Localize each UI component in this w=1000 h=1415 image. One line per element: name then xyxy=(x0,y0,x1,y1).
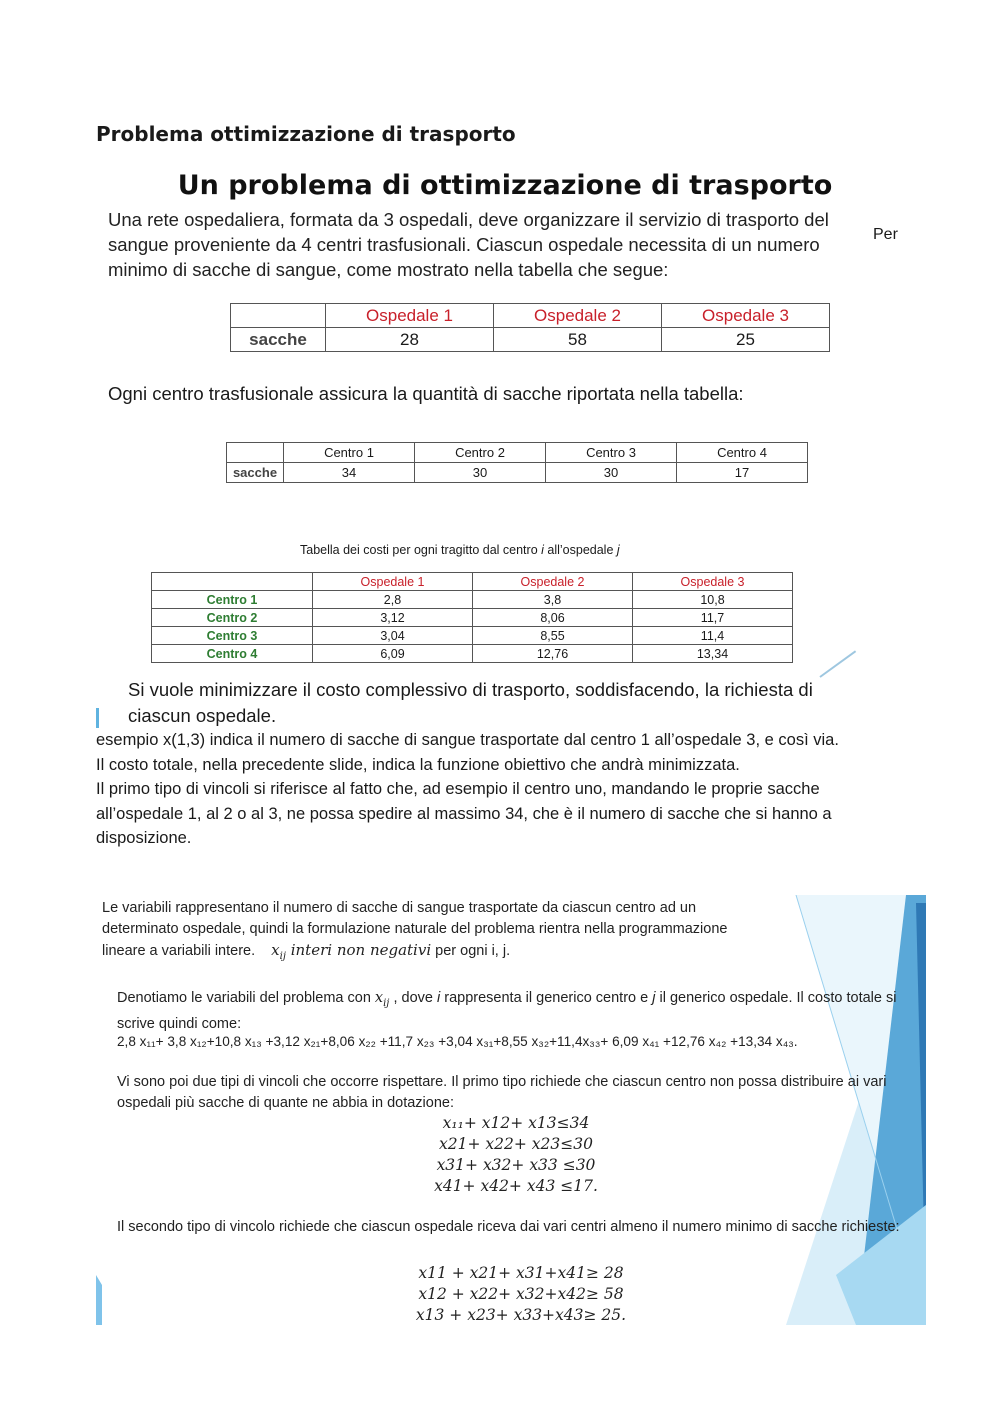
math-var: i xyxy=(436,990,441,1006)
page-heading: Problema ottimizzazione di trasporto xyxy=(96,122,516,146)
slide-2 xyxy=(96,895,926,1325)
paragraph: esempio x(1,3) indica il numero di sacche di sangue trasportate dal centro 1 all’ospedale 3, e così via. xyxy=(96,731,839,749)
table-header: Centro 4 xyxy=(677,443,808,463)
table-cell: 8,06 xyxy=(473,609,633,627)
slide-intro-text: Una rete ospedaliera, formata da 3 ospedali, deve organizzare il servizio di trasporto del sangue proveniente da 4 centri trasfusionali. Ciascun ospedale necessita di un numero minimo di sacche di sangue, come mostrato nella tabella che segue: xyxy=(108,209,829,280)
math-sub: ij xyxy=(279,951,286,962)
table-header: Ospedale 1 xyxy=(326,304,494,328)
slide-title: Un problema di ottimizzazione di trasporto xyxy=(177,170,833,201)
center-supply-table xyxy=(226,442,808,483)
paragraph-text: , dove xyxy=(389,990,437,1006)
table-cell: 3,04 xyxy=(313,627,473,645)
paragraph-text: il generico ospedale. Il costo totale si scrive quindi come: xyxy=(117,990,897,1032)
table-cell: 13,34 xyxy=(633,645,793,663)
row-label: Centro 3 xyxy=(152,627,313,645)
table-header: Ospedale 3 xyxy=(633,573,793,591)
table-header: Centro 1 xyxy=(284,443,415,463)
paragraph: Il costo totale, nella precedente slide, indica la funzione obiettivo che andrà minimizzata. xyxy=(96,755,740,774)
table-header: Ospedale 2 xyxy=(473,573,633,591)
table-cell: 30 xyxy=(415,463,546,483)
slide2-paragraph-1 xyxy=(102,898,762,967)
constraint: x12 + x22+ x32+x42≥ 58 xyxy=(418,1285,624,1303)
table-cell: 30 xyxy=(546,463,677,483)
row-label: sacche xyxy=(227,463,284,483)
table-cell: 3,8 xyxy=(473,591,633,609)
math-var: x xyxy=(271,941,280,959)
cost-table-caption xyxy=(300,543,620,557)
paragraph-text: per ogni i, j. xyxy=(431,943,511,959)
table-cell: 25 xyxy=(662,328,830,352)
constraint: x₁₁+ x12+ x13≤34 xyxy=(442,1114,590,1132)
table-cell: 17 xyxy=(677,463,808,483)
table-cell: 2,8 xyxy=(313,591,473,609)
table-row xyxy=(152,627,793,645)
row-label: Centro 4 xyxy=(152,645,313,663)
table-cell: 3,12 xyxy=(313,609,473,627)
table-cell: 8,55 xyxy=(473,627,633,645)
caption-text: all’ospedale xyxy=(543,543,617,557)
table-header: Ospedale 3 xyxy=(662,304,830,328)
hospital-demand-table xyxy=(230,303,830,352)
slide2-paragraph-4: Il secondo tipo di vincolo richiede che ciascun ospedale riceva dai vari centri almeno il numero minimo di sacche richieste: xyxy=(117,1219,900,1235)
cost-table xyxy=(151,572,793,663)
table-cell: 10,8 xyxy=(633,591,793,609)
table-row xyxy=(152,609,793,627)
table-cell: 12,76 xyxy=(473,645,633,663)
table-header: Ospedale 2 xyxy=(494,304,662,328)
table-row xyxy=(152,591,793,609)
slide2-paragraph-3: Vi sono poi due tipi di vincoli che occorre rispettare. Il primo tipo richiede che ciascun centro non possa distribuire ai vari ospedali più sacche di quante ne abbia in dotazione: xyxy=(117,1074,887,1111)
centers-intro-text: Ogni centro trasfusionale assicura la quantità di sacche riportata nella tabella: xyxy=(108,383,744,404)
row-label: Centro 2 xyxy=(152,609,313,627)
decorative-bar xyxy=(96,708,99,728)
demand-constraints xyxy=(396,1263,646,1325)
constraint: x41+ x42+ x43 ≤17. xyxy=(434,1177,598,1195)
cost-formula: 2,8 x₁₁+ 3,8 x₁₂+10,8 x₁₃ +3,12 x₂₁+8,06 x₂₂ +11,7 x₂₃ +3,04 x₃₁+8,55 x₃₂+11,4x₃₃+ 6,09 x₄₁ +12,76 x₄₂ +13,34 x₄₃. xyxy=(117,1034,798,1049)
paragraph-text: Denotiamo le variabili del problema con xyxy=(117,990,375,1006)
constraint: x11 + x21+ x31+x41≥ 28 xyxy=(418,1264,624,1282)
math-var: j xyxy=(652,990,656,1006)
constraint: x31+ x32+ x33 ≤30 xyxy=(436,1156,596,1174)
caption-text: Tabella dei costi per ogni tragitto dal centro xyxy=(300,543,542,557)
decorative-line xyxy=(819,650,856,677)
table-row xyxy=(152,645,793,663)
table-cell: 58 xyxy=(494,328,662,352)
minimize-text: Si vuole minimizzare il costo complessivo di trasporto, soddisfacendo, la richiesta di ciascun ospedale. xyxy=(128,679,813,726)
table-cell: 11,4 xyxy=(633,627,793,645)
row-label: Centro 1 xyxy=(152,591,313,609)
math-sub: ij xyxy=(383,997,390,1009)
table-cell: 34 xyxy=(284,463,415,483)
per-word: Per xyxy=(873,226,898,243)
table-cell: 11,7 xyxy=(633,609,793,627)
caption-var-j: j xyxy=(616,543,620,557)
constraint: x13 + x23+ x33+x43≥ 25. xyxy=(415,1306,627,1324)
table-header: Ospedale 1 xyxy=(313,573,473,591)
table-header-empty xyxy=(231,304,326,328)
caption-var-i: i xyxy=(541,543,544,557)
table-header: Centro 2 xyxy=(415,443,546,463)
supply-constraints xyxy=(396,1113,636,1197)
table-header-empty xyxy=(152,573,313,591)
math-text: interi non negativi xyxy=(285,941,432,959)
math-var: x xyxy=(374,990,384,1006)
paragraph-text: rappresenta il generico centro e xyxy=(440,990,653,1006)
row-label: sacche xyxy=(231,328,326,352)
table-cell: 6,09 xyxy=(313,645,473,663)
table-header-empty xyxy=(227,443,284,463)
table-cell: 28 xyxy=(326,328,494,352)
math-expression xyxy=(271,941,432,962)
paragraph: Il primo tipo di vincoli si riferisce al fatto che, ad esempio il centro uno, mandando le proprie sacche all’ospedale 1, al 2 o al 3, ne possa spedire al massimo 34, che è il numero di sacche che si hanno a disposizione. xyxy=(96,780,832,847)
body-text xyxy=(96,728,906,851)
paragraph-text: Le variabili rappresentano il numero di sacche di sangue trasportate da ciascun centro ad un determinato ospedale, quindi la formulazione naturale del problema rientra nella programmazione lineare a variabili intere. xyxy=(102,900,728,959)
slide2-paragraph-2 xyxy=(117,988,923,1035)
table-header: Centro 3 xyxy=(546,443,677,463)
constraint: x21+ x22+ x23≤30 xyxy=(439,1135,593,1153)
